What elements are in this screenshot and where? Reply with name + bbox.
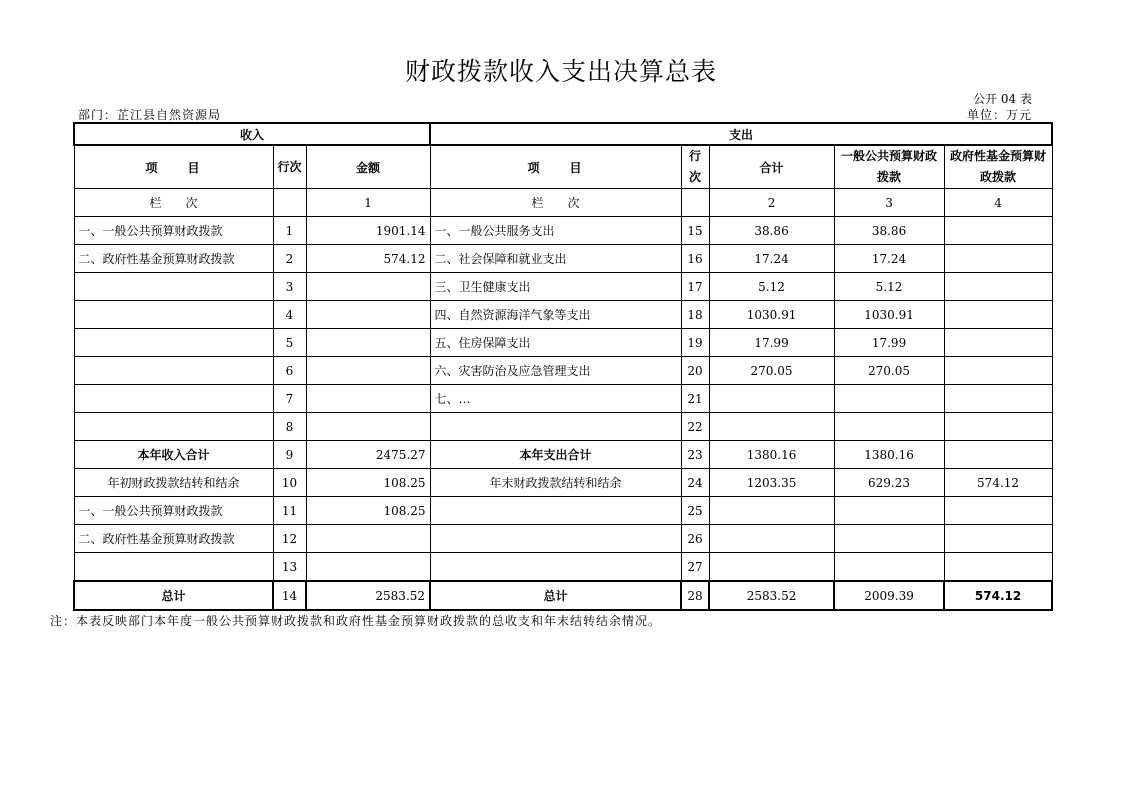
income-amount-cell: 108.25	[306, 469, 430, 497]
income-row-no-cell: 12	[273, 525, 306, 553]
general-budget-cell	[834, 553, 944, 582]
expense-item-cell: 五、住房保障支出	[430, 329, 681, 357]
income-amount-cell: 1901.14	[306, 217, 430, 245]
income-item-cell: 一、一般公共预算财政拨款	[74, 497, 273, 525]
expense-total-cell	[709, 553, 834, 582]
expense-row-no-cell: 26	[681, 525, 709, 553]
expense-row-no-cell: 22	[681, 413, 709, 441]
general-budget-cell: 270.05	[834, 357, 944, 385]
expense-total-cell	[709, 497, 834, 525]
expense-total-cell: 17.24	[709, 245, 834, 273]
expense-total-cell: 1203.35	[709, 469, 834, 497]
income-amount-cell	[306, 273, 430, 301]
column-index-label-right: 栏 次	[430, 189, 681, 217]
table-row	[74, 301, 1052, 329]
income-item-cell: 二、政府性基金预算财政拨款	[74, 525, 273, 553]
expense-item-cell: 三、卫生健康支出	[430, 273, 681, 301]
income-item-header: 项 目	[74, 145, 273, 189]
gov-fund-cell: 574.12	[944, 469, 1052, 497]
general-budget-cell	[834, 385, 944, 413]
general-budget-cell: 5.12	[834, 273, 944, 301]
income-row-no-cell: 3	[273, 273, 306, 301]
general-budget-cell: 17.24	[834, 245, 944, 273]
expense-item-header: 项 目	[430, 145, 681, 189]
income-amount-cell	[306, 301, 430, 329]
expense-item-cell	[430, 553, 681, 582]
column-index-3: 3	[834, 189, 944, 217]
gov-fund-cell: 574.12	[944, 581, 1052, 610]
income-item-cell	[74, 301, 273, 329]
expense-item-cell	[430, 413, 681, 441]
income-amount-cell	[306, 413, 430, 441]
income-amount-cell: 2475.27	[306, 441, 430, 469]
gov-fund-cell	[944, 273, 1052, 301]
table-row	[74, 581, 1052, 610]
income-amount-cell	[306, 525, 430, 553]
table-row	[74, 497, 1052, 525]
expense-total-cell	[709, 525, 834, 553]
income-row-no-cell: 4	[273, 301, 306, 329]
income-header: 收入	[74, 123, 430, 145]
income-row-no-cell: 13	[273, 553, 306, 582]
income-item-cell: 二、政府性基金预算财政拨款	[74, 245, 273, 273]
expense-item-cell: 六、灾害防治及应急管理支出	[430, 357, 681, 385]
income-amount-cell	[306, 385, 430, 413]
department-label: 部门：芷江县自然资源局	[78, 108, 222, 122]
expense-total-cell: 38.86	[709, 217, 834, 245]
expense-row-no-cell: 23	[681, 441, 709, 469]
income-amount-cell	[306, 329, 430, 357]
form-number: 公开 04 表	[973, 92, 1032, 106]
expense-row-no-cell: 19	[681, 329, 709, 357]
expense-item-cell: 七、…	[430, 385, 681, 413]
gov-fund-cell	[944, 301, 1052, 329]
table-row	[74, 273, 1052, 301]
income-row-no-cell: 5	[273, 329, 306, 357]
expense-row-no-cell: 25	[681, 497, 709, 525]
table-row	[74, 553, 1052, 582]
gov-fund-cell	[944, 525, 1052, 553]
general-budget-cell	[834, 525, 944, 553]
table-row	[74, 385, 1052, 413]
table-row	[74, 441, 1052, 469]
gov-fund-cell	[944, 217, 1052, 245]
income-row-no-cell: 7	[273, 385, 306, 413]
general-budget-cell: 38.86	[834, 217, 944, 245]
expense-row-no-cell: 15	[681, 217, 709, 245]
header-section-row	[74, 123, 1052, 145]
gov-fund-cell	[944, 385, 1052, 413]
column-index-blank	[681, 189, 709, 217]
table-row	[74, 525, 1052, 553]
header-column-row	[74, 145, 1052, 189]
income-item-cell	[74, 273, 273, 301]
general-budget-cell: 629.23	[834, 469, 944, 497]
footnote: 注：本表反映部门本年度一般公共预算财政拨款和政府性基金预算财政拨款的总收支和年末结转结余情况。	[50, 614, 662, 628]
income-row-no-header: 行次	[273, 145, 306, 189]
table-row	[74, 413, 1052, 441]
gov-fund-cell	[944, 357, 1052, 385]
expense-total-cell: 5.12	[709, 273, 834, 301]
column-index-2: 2	[709, 189, 834, 217]
expense-item-cell: 四、自然资源海洋气象等支出	[430, 301, 681, 329]
expense-total-header: 合计	[709, 145, 834, 189]
expense-row-no-cell: 17	[681, 273, 709, 301]
expense-row-no-cell: 28	[681, 581, 709, 610]
expense-row-no-cell: 18	[681, 301, 709, 329]
expense-item-cell: 本年支出合计	[430, 441, 681, 469]
column-index-blank	[273, 189, 306, 217]
income-row-no-cell: 9	[273, 441, 306, 469]
income-item-cell	[74, 413, 273, 441]
gov-fund-cell	[944, 329, 1052, 357]
expense-row-no-cell: 21	[681, 385, 709, 413]
general-budget-cell	[834, 497, 944, 525]
gov-fund-header: 政府性基金预算财政拨款	[944, 145, 1052, 189]
general-budget-cell: 1030.91	[834, 301, 944, 329]
expense-total-cell: 270.05	[709, 357, 834, 385]
table-row	[74, 217, 1052, 245]
income-row-no-cell: 10	[273, 469, 306, 497]
income-row-no-cell: 8	[273, 413, 306, 441]
income-amount-cell: 2583.52	[306, 581, 430, 610]
column-index-label-left: 栏 次	[74, 189, 273, 217]
expense-row-no-header: 行次	[681, 145, 709, 189]
expense-item-cell	[430, 525, 681, 553]
expense-item-cell: 一、一般公共服务支出	[430, 217, 681, 245]
expense-total-cell: 1030.91	[709, 301, 834, 329]
general-budget-cell: 2009.39	[834, 581, 944, 610]
income-amount-header: 金额	[306, 145, 430, 189]
income-row-no-cell: 14	[273, 581, 306, 610]
income-item-cell: 年初财政拨款结转和结余	[74, 469, 273, 497]
income-item-cell	[74, 329, 273, 357]
general-budget-cell: 17.99	[834, 329, 944, 357]
report-title: 财政拨款收入支出决算总表	[404, 57, 717, 86]
expense-total-cell	[709, 385, 834, 413]
income-row-no-cell: 2	[273, 245, 306, 273]
income-amount-cell: 574.12	[306, 245, 430, 273]
expense-row-no-cell: 16	[681, 245, 709, 273]
general-budget-cell: 1380.16	[834, 441, 944, 469]
income-item-cell: 一、一般公共预算财政拨款	[74, 217, 273, 245]
income-row-no-cell: 6	[273, 357, 306, 385]
income-item-cell	[74, 385, 273, 413]
income-amount-cell	[306, 553, 430, 582]
expense-row-no-cell: 24	[681, 469, 709, 497]
gov-fund-cell	[944, 413, 1052, 441]
expense-row-no-cell: 20	[681, 357, 709, 385]
income-amount-cell: 108.25	[306, 497, 430, 525]
expense-header: 支出	[430, 123, 1052, 145]
table-row	[74, 469, 1052, 497]
income-row-no-cell: 11	[273, 497, 306, 525]
expense-item-cell	[430, 497, 681, 525]
general-budget-header: 一般公共预算财政拨款	[834, 145, 944, 189]
expense-row-no-cell: 27	[681, 553, 709, 582]
income-item-cell	[74, 553, 273, 582]
expense-total-cell: 2583.52	[709, 581, 834, 610]
table-row	[74, 329, 1052, 357]
expense-item-cell: 年末财政拨款结转和结余	[430, 469, 681, 497]
expense-item-cell: 总计	[430, 581, 681, 610]
column-index-row	[74, 189, 1052, 217]
table-row	[74, 245, 1052, 273]
gov-fund-cell	[944, 553, 1052, 582]
unit-label: 单位：万元	[966, 108, 1032, 122]
gov-fund-cell	[944, 245, 1052, 273]
expense-total-cell: 1380.16	[709, 441, 834, 469]
expense-item-cell: 二、社会保障和就业支出	[430, 245, 681, 273]
column-index-4: 4	[944, 189, 1052, 217]
income-item-cell	[74, 357, 273, 385]
column-index-1: 1	[306, 189, 430, 217]
gov-fund-cell	[944, 441, 1052, 469]
expense-total-cell	[709, 413, 834, 441]
expense-total-cell: 17.99	[709, 329, 834, 357]
income-row-no-cell: 1	[273, 217, 306, 245]
finance-summary-table	[73, 122, 1053, 611]
gov-fund-cell	[944, 497, 1052, 525]
income-item-cell: 本年收入合计	[74, 441, 273, 469]
table-row	[74, 357, 1052, 385]
income-item-cell: 总计	[74, 581, 273, 610]
income-amount-cell	[306, 357, 430, 385]
general-budget-cell	[834, 413, 944, 441]
